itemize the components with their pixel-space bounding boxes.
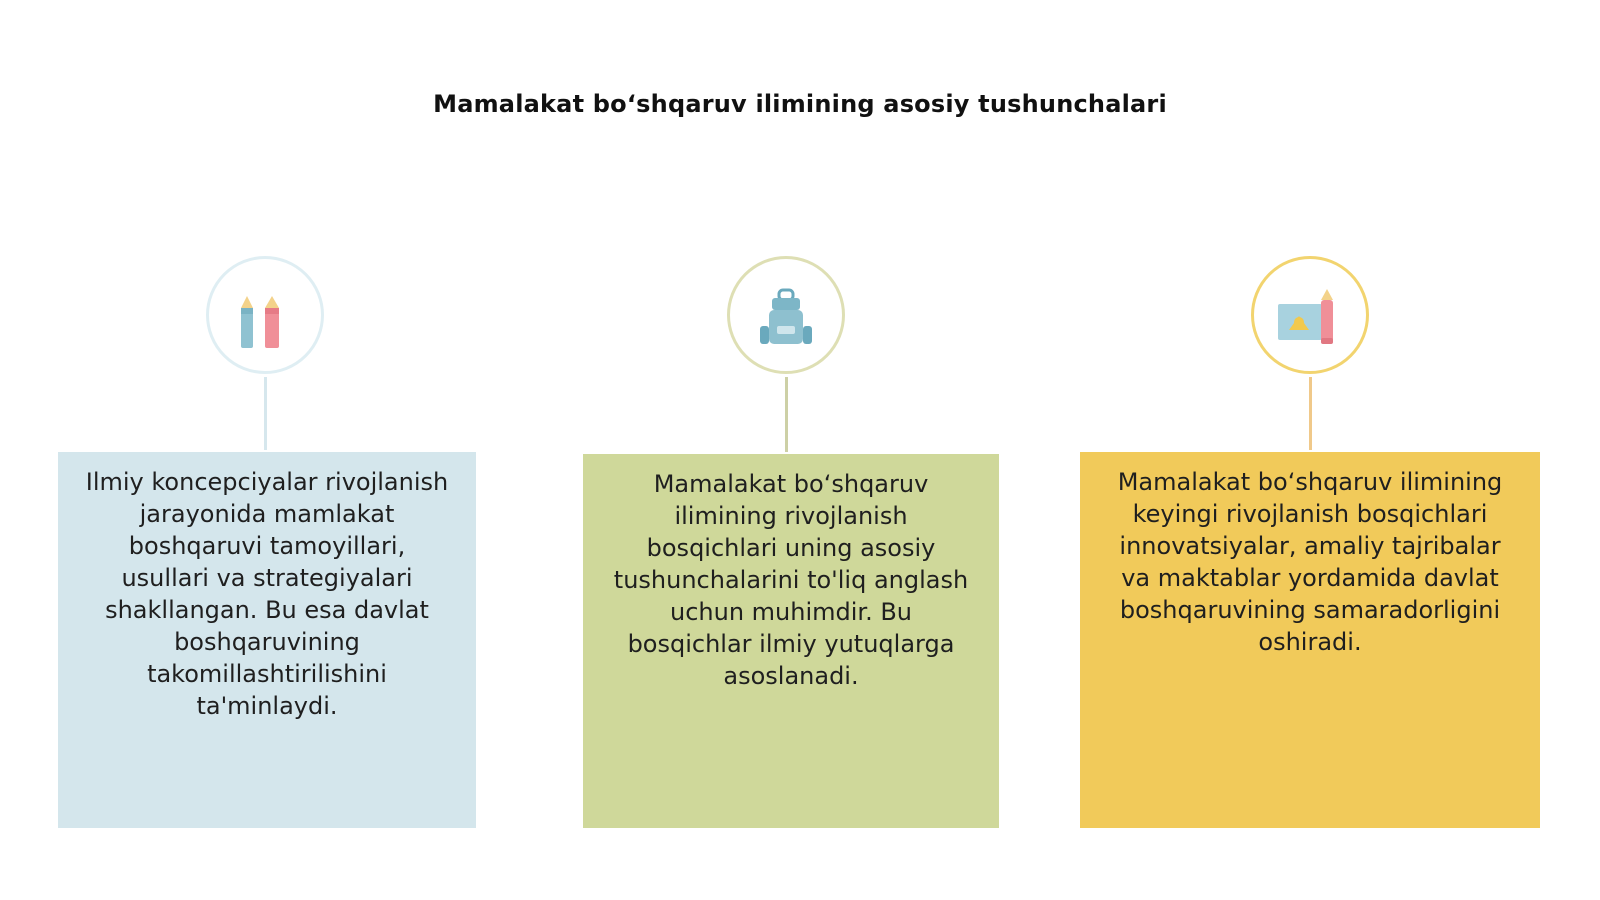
connector-line-1 xyxy=(264,377,267,450)
concept-card-2-text: Mamalakat bo‘shqaruv ilimining rivojlanish bosqichlari uning asosiy tushunchalarini to'liq anglash uchun muhimdir. Bu bosqichlar ilmiy yutuqlarga asoslanadi. xyxy=(613,470,969,690)
pencils-icon xyxy=(206,256,324,374)
icon-circle-1 xyxy=(206,256,324,374)
backpack-icon xyxy=(727,256,845,374)
page-title: Mamalakat bo‘shqaruv ilimining asosiy tushunchalari xyxy=(433,90,1167,118)
concept-card-3-text: Mamalakat bo‘shqaruv ilimining keyingi rivojlanish bosqichlari innovatsiyalar, amaliy tajribalar va maktablar yordamida davlat boshqaruvining samaradorligini oshiradi. xyxy=(1117,468,1503,656)
connector-line-3 xyxy=(1309,377,1312,450)
concept-card-1-text: Ilmiy koncepciyalar rivojlanish jarayonida mamlakat boshqaruvi tamoyillari, usullari va strategiyalari shakllangan. Bu esa davlat boshqaruvining takomillashtirilishini ta'minlaydi. xyxy=(85,468,449,720)
concept-card-1 xyxy=(58,452,476,828)
icon-circle-2 xyxy=(727,256,845,374)
connector-line-2 xyxy=(785,377,788,452)
drawing-pencil-icon xyxy=(1251,256,1369,374)
icon-circle-3 xyxy=(1251,256,1369,374)
concept-card-2 xyxy=(583,454,999,828)
concept-card-3 xyxy=(1080,452,1540,828)
